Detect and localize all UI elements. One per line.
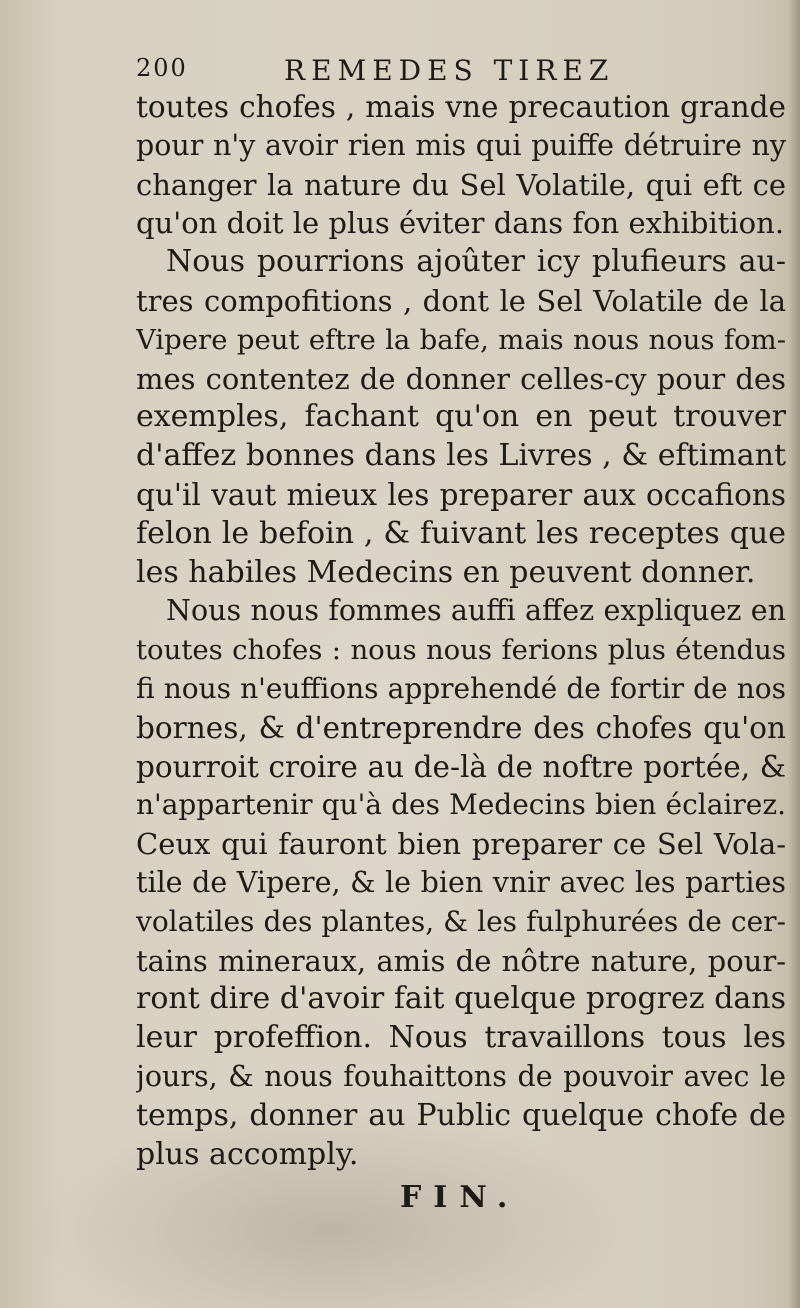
text-line: temps, donner au Public quelque chofe de — [136, 1097, 786, 1133]
text-line: tile de Vipere, & le bien vnir avec les parties — [136, 865, 786, 899]
text-line: Nous pourrions ajoûter icy plufieurs au- — [166, 244, 786, 280]
text-line: jours, & nous fouhaittons de pouvoir avec le — [136, 1059, 786, 1093]
text-line: plus accomply. — [136, 1136, 359, 1172]
page-number: 200 — [136, 54, 188, 82]
body-text — [136, 88, 786, 1174]
text-line: les habiles Medecins en peuvent donner. — [136, 554, 756, 590]
text-line: bornes, & d'entreprendre des chofes qu'on — [136, 710, 786, 745]
text-line: volatiles des plantes, & les fulphurées de cer- — [136, 904, 786, 938]
text-line: changer la nature du Sel Volatile, qui eft ce — [136, 167, 786, 202]
text-line: mes contentez de donner celles-cy pour des — [136, 361, 786, 396]
text-line: Vipere peut eftre la bafe, mais nous nous fom- — [136, 323, 786, 356]
text-line: leur profeffion. Nous travaillons tous les — [136, 1020, 786, 1056]
running-head — [136, 54, 756, 92]
text-line: d'affez bonnes dans les Livres , & eftimant — [136, 438, 786, 474]
text-line: Nous nous fommes auffi affez expliquez en — [166, 594, 786, 628]
text-line: toutes chofes , mais vne precaution grande — [136, 90, 786, 124]
text-line: tains mineraux, amis de nôtre nature, pour- — [136, 943, 786, 978]
text-line: pour n'y avoir rien mis qui puiffe détruire ny — [136, 128, 786, 162]
text-line: toutes chofes : nous nous ferions plus étendus — [136, 634, 786, 667]
text-line: pourroit croire au de-là de noftre portée, & — [136, 749, 786, 784]
fin-colophon: FIN. — [400, 1180, 520, 1215]
text-line: felon le befoin , & fuivant les receptes que — [136, 515, 786, 551]
text-line: qu'il vaut mieux les preparer aux occafions — [136, 477, 786, 512]
text-line: qu'on doit le plus éviter dans fon exhibition. — [136, 206, 785, 241]
text-line: n'appartenir qu'à des Medecins bien éclairez. — [136, 788, 786, 822]
text-line: exemples, fachant qu'on en peut trouver — [136, 399, 786, 435]
running-title: REMEDES TIREZ — [284, 54, 615, 87]
text-line: Ceux qui fauront bien preparer ce Sel Vola- — [136, 827, 786, 862]
text-line: ront dire d'avoir fait quelque progrez dans — [136, 981, 786, 1017]
text-line: tres compofitions , dont le Sel Volatile de la — [136, 283, 786, 318]
text-line: fi nous n'euffions apprehendé de fortir de nos — [136, 671, 786, 705]
